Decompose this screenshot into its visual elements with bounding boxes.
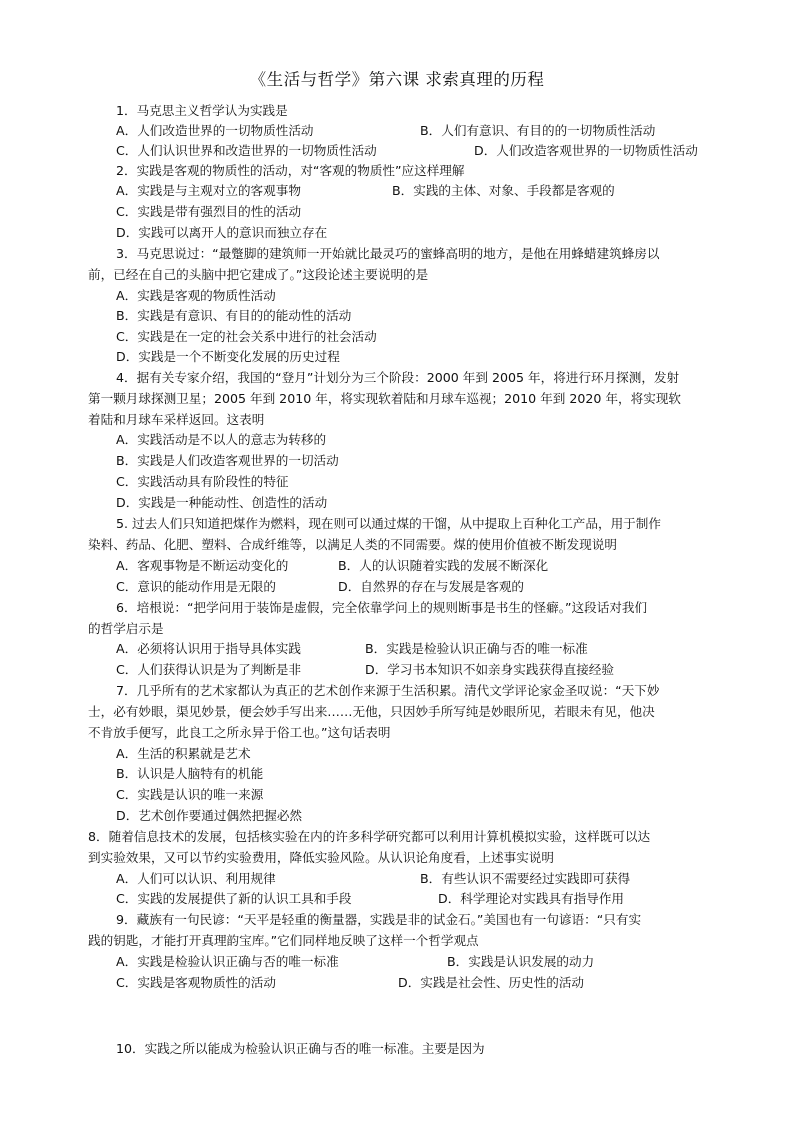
q7-stem-line3: 不肯放手便写，此良工之所永异于俗工也。”这句话表明 — [88, 725, 391, 740]
q3-option-c: C．实践是在一定的社会关系中进行的社会活动 — [116, 329, 377, 344]
q7-option-c: C．实践是认识的唯一来源 — [116, 787, 264, 802]
q3-stem-line1: 3．马克思说过：“最蹩脚的建筑师一开始就比最灵巧的蜜蜂高明的地方，是他在用蜂蜡建筑蜂房以 — [116, 246, 660, 261]
q4-stem-line3: 着陆和月球车采样返回。这表明 — [88, 412, 265, 427]
q8-option-c: C．实践的发展提供了新的认识工具和手段 — [116, 891, 352, 906]
q9-option-a: A．实践是检验认识正确与否的唯一标准 — [116, 954, 339, 969]
q4-option-d: D．实践是一种能动性、创造性的活动 — [116, 495, 328, 510]
q8-option-a: A．人们可以认识、利用规律 — [116, 871, 276, 886]
q2-option-a: A．实践是与主观对立的客观事物 — [116, 183, 301, 198]
q6-stem-line2: 的哲学启示是 — [88, 621, 164, 636]
q1-option-c: C．人们认识世界和改造世界的一切物质性活动 — [116, 143, 377, 158]
q7-option-a: A．生活的积累就是艺术 — [116, 746, 251, 761]
q9-option-b: B．实践是认识发展的动力 — [447, 954, 595, 969]
q9-stem-line1: 9．藏族有一句民谚：“天平是轻重的衡量器，实践是非的试金石。”美国也有一句谚语：“只有实 — [116, 912, 642, 927]
q1-option-b: B．人们有意识、有目的的一切物质性活动 — [420, 123, 656, 138]
q2-option-c: C．实践是带有强烈目的性的活动 — [116, 204, 302, 219]
q5-option-d: D．自然界的存在与发展是客观的 — [338, 579, 525, 594]
q8-stem-line1: 8．随着信息技术的发展，包括核实验在内的许多科学研究都可以利用计算机模拟实验，这样既可以达 — [88, 829, 651, 844]
q9-stem-line2: 践的钥匙，才能打开真理韵宝库。”它们同样地反映了这样一个哲学观点 — [88, 933, 479, 948]
q7-option-d: D．艺术创作要通过偶然把握必然 — [116, 808, 303, 823]
q7-option-b: B．认识是人脑特有的机能 — [116, 766, 264, 781]
q3-option-b: B．实践是有意识、有目的的能动性的活动 — [116, 308, 352, 323]
q4-option-c: C．实践活动具有阶段性的特征 — [116, 474, 289, 489]
q7-stem-line1: 7．几乎所有的艺术家都认为真正的艺术创作来源于生活积累。清代文学评论家金圣叹说：“天下妙 — [116, 683, 660, 698]
q8-option-b: B．有些认识不需要经过实践即可获得 — [420, 871, 631, 886]
q4-stem-line1: 4．据有关专家介绍，我国的“登月”计划分为三个阶段：2000 年到 2005 年，将进行环月探测，发射 — [116, 370, 680, 385]
document-title: 《生活与哲学》第六课 求索真理的历程 — [249, 70, 545, 89]
q10-stem: 10．实践之所以能成为检验认识正确与否的唯一标准。主要是因为 — [116, 1041, 485, 1056]
q1-option-d: D．人们改造客观世界的一切物质性活动 — [474, 143, 698, 158]
q8-stem-line2: 到实验效果，又可以节约实验费用，降低实验风险。从认识论角度看，上述事实说明 — [88, 850, 554, 865]
q7-stem-line2: 士，必有妙眼，渠见妙景，便会妙手写出来……无他，只因妙手所写纯是妙眼所见，若眼未有见，他决 — [88, 704, 655, 719]
q2-option-b: B．实践的主体、对象、手段都是客观的 — [392, 183, 615, 198]
q6-option-a: A．必须将认识用于指导具体实践 — [116, 641, 301, 656]
q6-option-c: C．人们获得认识是为了判断是非 — [116, 662, 302, 677]
q4-stem-line2: 第一颗月球探测卫星；2005 年到 2010 年，将实现软着陆和月球车巡视；2010 年到 2020 年，将实现软 — [88, 391, 682, 406]
q5-option-a: A．客观事物是不断运动变化的 — [116, 558, 289, 573]
q1-stem: 1．马克思主义哲学认为实践是 — [116, 103, 288, 118]
q3-option-d: D．实践是一个不断变化发展的历史过程 — [116, 349, 340, 364]
q9-option-c: C．实践是客观物质性的活动 — [116, 975, 276, 990]
q4-option-b: B．实践是人们改造客观世界的一切活动 — [116, 453, 339, 468]
q3-option-a: A．实践是客观的物质性活动 — [116, 288, 276, 303]
q5-option-b: B．人的认识随着实践的发展不断深化 — [338, 558, 549, 573]
q5-stem-line2: 染料、药品、化肥、塑料、合成纤维等，以满足人类的不同需要。煤的使用价值被不断发现说明 — [88, 537, 617, 552]
q2-stem: 2．实践是客观的物质性的活动，对“客观的物质性”应这样理解 — [116, 163, 465, 178]
q6-option-b: B．实践是检验认识正确与否的唯一标准 — [365, 641, 588, 656]
q5-stem-line1: 5. 过去人们只知道把煤作为燃料，现在则可以通过煤的干馏，从中提取上百种化工产品，用于制作 — [116, 516, 661, 531]
q1-option-a: A．人们改造世界的一切物质性活动 — [116, 123, 314, 138]
q2-option-d: D．实践可以离开人的意识而独立存在 — [116, 225, 328, 240]
q5-option-c: C．意识的能动作用是无限的 — [116, 579, 276, 594]
q9-option-d: D．实践是社会性、历史性的活动 — [398, 975, 585, 990]
q8-option-d: D．科学理论对实践具有指导作用 — [438, 891, 625, 906]
q6-stem-line1: 6．培根说：“把学问用于装饰是虚假，完全依靠学问上的规则断事是书生的怪癖。”这段话对我们 — [116, 600, 648, 615]
q4-option-a: A．实践活动是不以人的意志为转移的 — [116, 432, 327, 447]
q3-stem-line2: 前，已经在自己的头脑中把它建成了。”这段论述主要说明的是 — [88, 267, 429, 282]
q6-option-d: D．学习书本知识不如亲身实践获得直接经验 — [365, 662, 614, 677]
